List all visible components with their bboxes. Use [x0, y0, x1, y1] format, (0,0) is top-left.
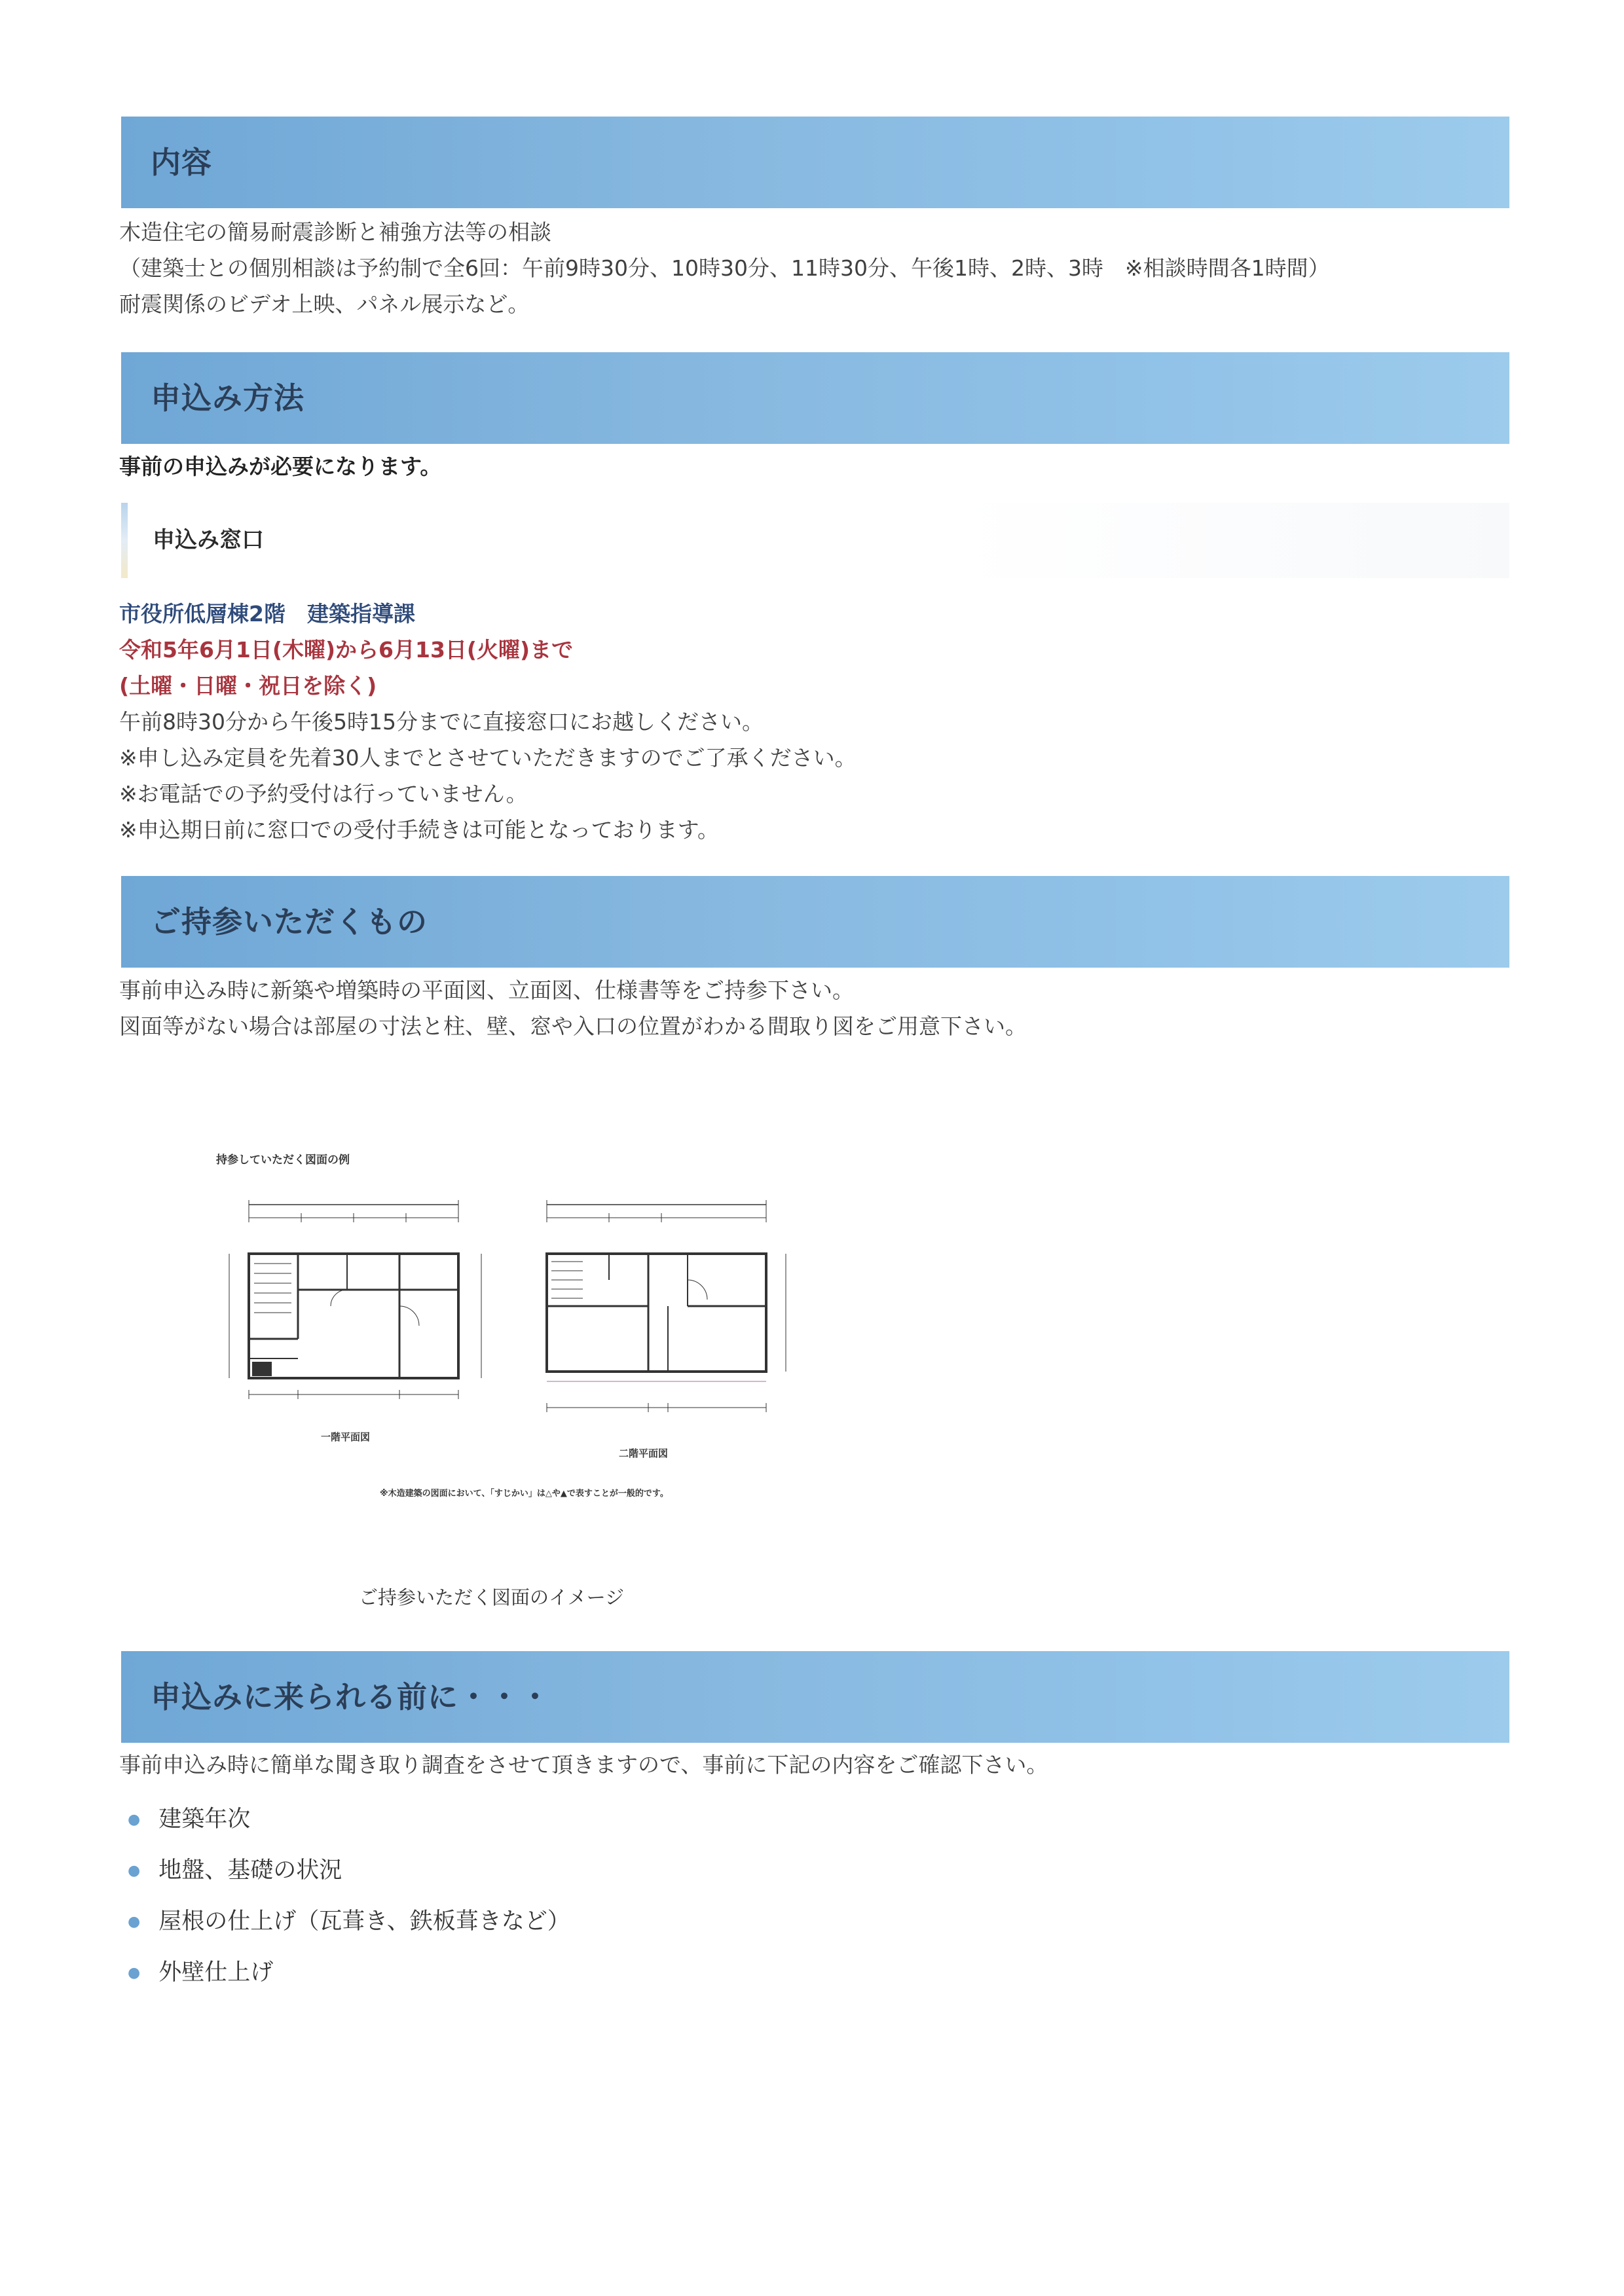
section-header-before: [121, 1651, 1509, 1743]
list-item: [121, 1794, 570, 1845]
floor1-plan: [229, 1200, 481, 1399]
content-line-2: （建築士との個別相談は予約制で全6回：午前9時30分、10時30分、11時30分、午後1時、2時、3時 ※相談時間各1時間）: [119, 255, 1330, 281]
application-location: 市役所低層棟2階 建築指導課: [119, 601, 415, 627]
list-item-label: 屋根の仕上げ（瓦葺き、鉄板葺きなど）: [158, 1908, 570, 1935]
list-item-label: 外壁仕上げ: [158, 1959, 274, 1986]
section-header-bring: [121, 876, 1509, 968]
application-exclusion: (土曜・日曜・祝日を除く): [119, 673, 377, 699]
floor2-label: 二階平面図: [619, 1448, 669, 1459]
bullet-dot-icon: ●: [128, 1863, 141, 1879]
application-note-2: ※申し込み定員を先着30人までとさせていただきますのでご了承ください。: [119, 745, 857, 771]
content-line-1: 木造住宅の簡易耐震診断と補強方法等の相談: [119, 219, 551, 245]
bullet-dot-icon: ●: [128, 1812, 141, 1828]
floor1-label: 一階平面図: [321, 1431, 371, 1443]
list-item: [121, 1845, 570, 1896]
figure-caption: ご持参いただく図面のイメージ: [359, 1586, 625, 1609]
list-item: [121, 1896, 570, 1947]
application-period: 令和5年6月1日(木曜)から6月13日(火曜)まで: [119, 637, 574, 663]
application-notice: 事前の申込みが必要になります。: [119, 454, 442, 479]
section-header-content: [121, 117, 1509, 208]
bullet-dot-icon: ●: [128, 1914, 141, 1930]
application-note-4: ※申込期日前に窓口での受付手続きは可能となっております。: [119, 817, 720, 843]
figure-note: ※木造建築の図面において、「すじかい」は△や▲で表すことが一般的です。: [380, 1489, 669, 1499]
floor-plan-figure: [190, 1149, 832, 1516]
section-header-application: [121, 352, 1509, 444]
figure-heading: 持参していただく図面の例: [216, 1154, 350, 1167]
section-title-bring: ご持参いただくもの: [151, 904, 428, 939]
list-item-label: 地盤、基礎の状況: [158, 1857, 342, 1884]
bring-line-2: 図面等がない場合は部屋の寸法と柱、壁、窓や入口の位置がわかる間取り図をご用意下さい。: [119, 1013, 1027, 1039]
floor-plan-drawing: [190, 1149, 832, 1516]
section-title-application: 申込み方法: [151, 380, 304, 416]
content-line-3: 耐震関係のビデオ上映、パネル展示など。: [119, 291, 530, 317]
section-title-before: 申込みに来られる前に・・・: [151, 1679, 551, 1715]
floor2-plan: [547, 1200, 786, 1412]
bullet-dot-icon: ●: [128, 1965, 141, 1981]
window-label: 申込み窓口: [153, 527, 264, 553]
list-item: [121, 1947, 570, 1998]
application-note-1: 午前8時30分から午後5時15分までに直接窓口にお越しください。: [119, 709, 764, 735]
application-window-box: [121, 503, 1509, 578]
before-intro: 事前申込み時に簡単な聞き取り調査をさせて頂きますので、事前に下記の内容をご確認下さい。: [119, 1752, 1048, 1777]
list-item-label: 建築年次: [158, 1806, 251, 1832]
application-note-3: ※お電話での予約受付は行っていません。: [119, 781, 528, 807]
checklist: [121, 1794, 570, 1998]
window-accent-bar: [121, 503, 128, 578]
bring-line-1: 事前申込み時に新築や増築時の平面図、立面図、仕様書等をご持参下さい。: [119, 977, 854, 1003]
section-title-content: 内容: [151, 145, 212, 180]
